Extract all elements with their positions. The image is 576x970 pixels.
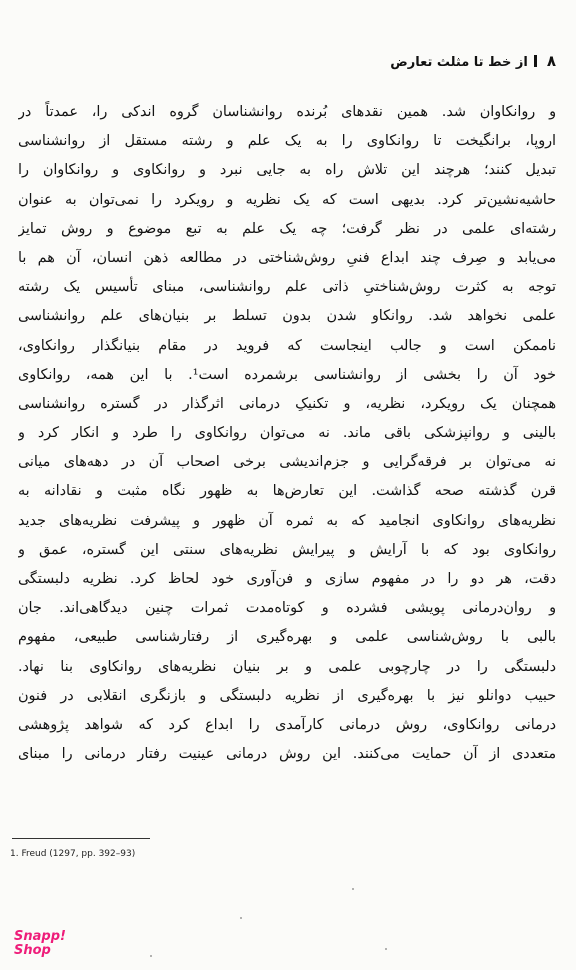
scan-speck bbox=[385, 948, 387, 950]
text-line: توجه به کثرت روش‌شناختیِ ذاتی علم روانشناسی، مبنای تأسیس یک رشته bbox=[18, 279, 556, 296]
body-paragraph bbox=[18, 98, 556, 769]
text-line: حبیب دوانلو نیز با بهره‌گیری از نظریه دلبستگی و بازنگری انقلابی در فنون bbox=[18, 687, 556, 704]
watermark-line-2: Shop bbox=[14, 943, 51, 958]
running-header bbox=[20, 52, 556, 70]
text-line: و روانکاوان شد. همین نقدهای بُرنده روانشناسان گروه اندکی را، عمدتاً در bbox=[18, 104, 556, 120]
text-line: روانکاوی بود که با آرایش و پیرایش نظریه‌های سنتی این گستره، عمق و bbox=[18, 541, 556, 558]
text-line: بالبی با روش‌شناسی علمی و بهره‌گیری از رفتارشناسی طبیعی، مفهوم bbox=[18, 629, 556, 646]
text-line: دلبستگی را در چارچوبی علمی و بر بنیان نظریه‌های روانکاوی بنا نهاد. bbox=[18, 658, 556, 675]
text-line: دقت، هر دو را در مفهوم سازی و فن‌آوری خود لحاظ کرد. نظریه دلبستگی bbox=[18, 571, 556, 587]
chapter-title: از خط تا مثلث تعارض bbox=[390, 55, 528, 70]
text-line: علمی نخواهد شد. روانکاو شدن بدون تسلط بر بنیان‌های علم روانشناسی bbox=[18, 308, 556, 325]
text-line: اروپا، برانگیخت تا روانکاوی را به یک علم و رشته مستقل از روانشناسی bbox=[18, 133, 556, 150]
text-line: بالینی و روانپزشکی باقی ماند. نه می‌توان روانکاوی را طرد و انکار کرد و bbox=[18, 425, 556, 442]
text-line: خود آن را بخشی از روانشناسی برشمرده است¹. با این همه، روانکاوی bbox=[18, 366, 556, 383]
footnote: 1. Freud (1297, pp. 392–93) bbox=[10, 849, 136, 859]
text-line: متعددی از آن حمایت می‌کنند. این روش درمانی عینیت رفتار درمانی را مبنای bbox=[18, 746, 556, 763]
scan-speck bbox=[150, 955, 152, 957]
text-line: قرن گذشته صحه گذاشت. این تعارض‌ها به ظهور نگاه مثبت و نقادانه به bbox=[18, 483, 556, 500]
header-separator-bar bbox=[534, 55, 537, 67]
text-line: رشته‌ای علمی در نظر گرفت؛ چه یک علم به تبع موضوع و روش تمایز bbox=[18, 220, 556, 237]
footnote-divider bbox=[12, 838, 150, 839]
page-number: ۸ bbox=[546, 52, 556, 70]
text-line: همچنان یک رویکرد، نظریه، و تکنیکِ درمانی اثرگذار در گستره روانشناسی bbox=[18, 395, 556, 412]
snappshop-watermark-logo bbox=[14, 930, 66, 958]
text-line: می‌یابد و صِرف چند ابداع فنیِ روش‌شناختی در مطالعه ذهن انسان، آن هم با bbox=[18, 249, 556, 266]
text-line: ناممکن است و جالب اینجاست که فروید در مقام بنیانگذار روانکاوی، bbox=[18, 337, 556, 354]
text-line: تبدیل کنند؛ هرچند این تلاش راه به جایی نبرد و روانکاوی و روانکاوان را bbox=[18, 162, 556, 179]
text-line: نظریه‌های روانکاوی انجامید که به ثمره آن ظهور و پیشرفت نظریه‌های جدید bbox=[18, 512, 556, 529]
scan-speck bbox=[352, 888, 354, 890]
watermark-line-1: Snapp! bbox=[14, 929, 66, 944]
scan-speck bbox=[240, 917, 242, 919]
text-line: درمانی روانکاوی، روش درمانی کارآمدی را ابداع کرد که شواهد پژوهشی bbox=[18, 716, 556, 733]
text-line: حاشیه‌نشین‌تر کرد. بدیهی است که یک نظریه و رویکرد را نمی‌توان به عنوان bbox=[18, 191, 556, 208]
text-line: و روان‌درمانی پویشی فشرده و کوتاه‌مدت ثمرات چنین دیدگاهی‌اند. جان bbox=[18, 600, 556, 617]
text-line: نه می‌توان بر فرقه‌گرایی و جزم‌اندیشی برخی اصحاب آن در دهه‌های میانی bbox=[18, 454, 556, 471]
